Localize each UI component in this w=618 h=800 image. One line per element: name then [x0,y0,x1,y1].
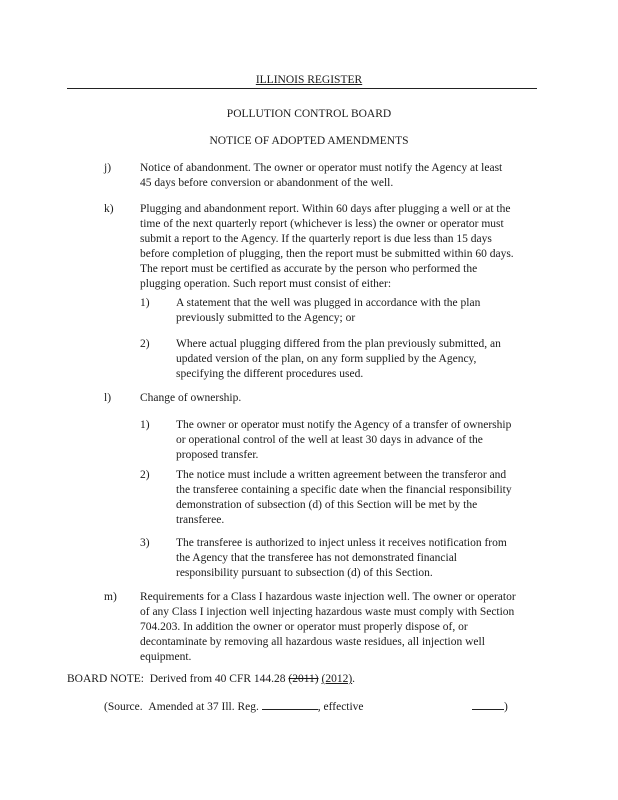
board-note-prefix: BOARD NOTE: [67,673,144,685]
board-title: POLLUTION CONTROL BOARD [226,108,392,120]
register-title: ILLINOIS REGISTER [255,74,363,86]
section-k-text: Plugging and abandonment report. Within 60 days after plugging a well or at the time of the next quarterly report (whichever is less) the owner or operator must submit a report to the Agency. If the quarterly report is due less than 15 days before completion of plugging, then the report must be submitted within 60 days. The report must be certified as accurate by the person who performed the plugging operation. Such report must consist of either: [140,203,514,290]
section-m-text: Requirements for a Class I hazardous waste injection well. The owner or operator of any Class I injection well injecting hazardous waste must comply with Section 704.203. In addition the owner or operator must properly dispose of, or decontaminate by removing all hazardous waste residues, all injection well equipment. [140,591,516,663]
source-text: Amended at 37 Ill. Reg. [148,701,259,713]
section-j-text: Notice of abandonment. The owner or operator must notify the Agency at least 45 days before conversion or abandonment of the well. [140,162,503,189]
board-note: BOARD NOTE: Derived from 40 CFR 144.28 (2011) (2012). [67,673,356,685]
source-date [472,698,508,715]
section-l-item2-text: The notice must include a written agreement between the transferor and the transferee containing a specific date when the financial responsibility demonstration of subsection (d) of this Section will be met by the transferee. [176,469,512,526]
section-k-item1-text: A statement that the well was plugged in accordance with the plan previously submitted to the Agency; or [176,297,481,324]
source-effective: , effective [317,701,364,713]
section-l-item2-label: 2) [140,469,150,481]
source-date-blank [472,698,504,710]
board-note-added-year: (2012) [321,673,353,685]
source-reg-blank [262,698,318,710]
source-end: ) [504,701,508,713]
notice-title: NOTICE OF ADOPTED AMENDMENTS [209,135,409,147]
section-l-item1-text: The owner or operator must notify the Agency of a transfer of ownership or operational control of the well at least 30 days in advance of the proposed transfer. [176,419,512,461]
section-m-label: m) [104,591,117,603]
section-l-item1-label: 1) [140,419,150,431]
source-line [104,698,514,715]
board-note-struck-year: (2011) [288,673,319,685]
section-k-item1-label: 1) [140,297,150,309]
section-l-item3-label: 3) [140,537,150,549]
source-prefix: (Source. [104,701,143,713]
section-l-text: Change of ownership. [140,392,242,404]
section-k-label: k) [104,203,114,215]
section-l-item3-text: The transferee is authorized to inject unless it receives notification from the Agency that the transferee has not demonstrated financial responsibility pursuant to subsection (d) of this Section. [176,537,507,579]
header-rule [67,88,537,89]
section-j-label: j) [104,162,112,174]
section-k-item2-label: 2) [140,338,150,350]
section-l-label: l) [104,392,112,404]
section-k-item2-text: Where actual plugging differed from the plan previously submitted, an updated version of the plan, on any form supplied by the Agency, specifying the different procedures used. [176,338,501,380]
board-note-text: Derived from 40 CFR 144.28 [149,673,286,685]
